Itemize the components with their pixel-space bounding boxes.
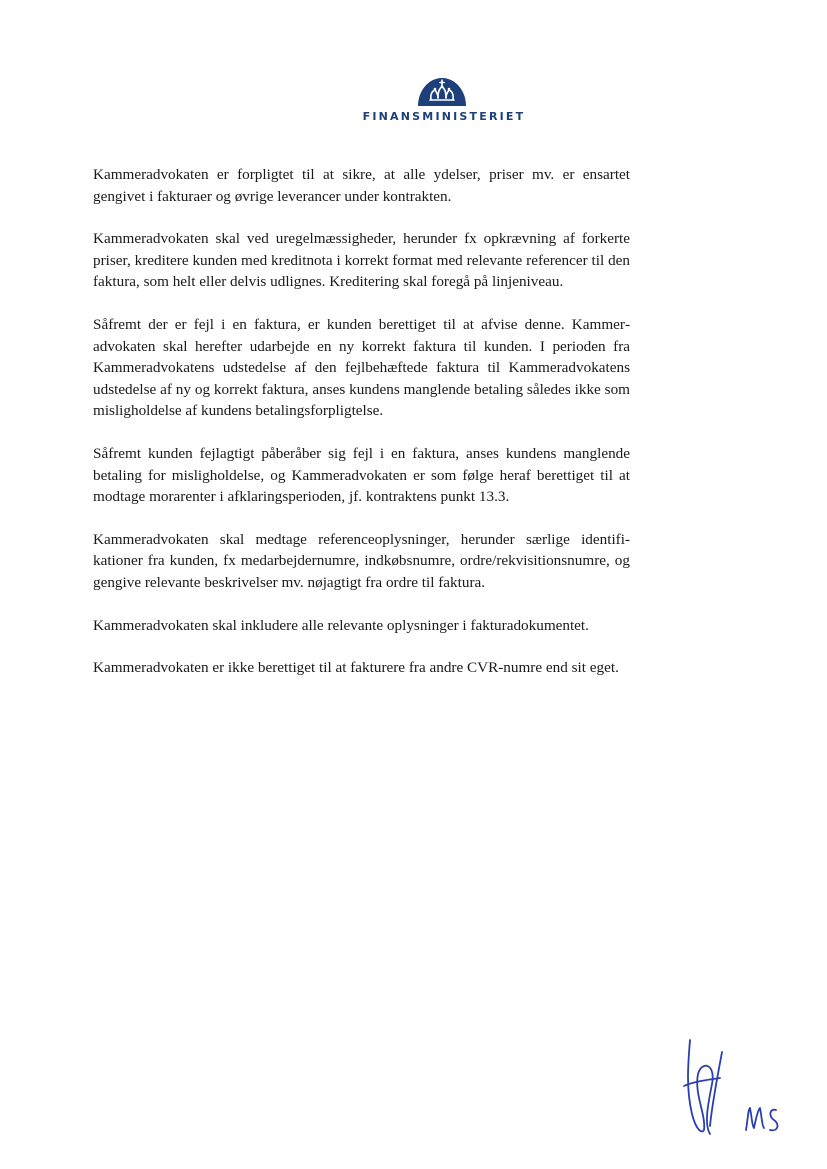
organization-name xyxy=(356,110,532,123)
paragraph-5: Kammeradvokaten skal medtage referenceoplysninger, herunder særlige identifikationer fra kunden, fx medarbejdernumre, indkøbsnumre, ordre/rekvisitionsnumre, og gengive relevante beskrivelser mv. nøjagtigt fra ordre til faktura. xyxy=(93,530,630,591)
paragraph-7: Kammeradvokaten er ikke berettiget til at fakturere fra andre CVR-numre end sit eget. xyxy=(93,659,619,677)
organization-name-text: FINANSMINISTERIET xyxy=(362,110,526,123)
paragraph-3: Såfremt der er fejl i en faktura, er kunden berettiget til at afvise denne. Kammeradvokaten skal herefter udarbejde en ny korrekt faktura til kunden. I perioden fra Kammeradvokatens udstedelse af den fejlbehæftede faktura til Kammeradvokatens udstedelse af ny og korrekt faktura, anses kundens manglende betaling således ikke som misligholdelse af kundens betalingsforpligtelse. xyxy=(93,315,630,420)
paragraph-1: Kammeradvokaten er forpligtet til at sikre, at alle ydelser, priser mv. er ensartet gengivet i fakturaer og øvrige leverancer under kontrakten. xyxy=(93,166,630,205)
document-body xyxy=(93,164,630,700)
handwritten-initials xyxy=(676,1034,806,1144)
paragraph-2: Kammeradvokaten skal ved uregelmæssigheder, herunder fx opkrævning af forkerte priser, kreditere kunden med kreditnota i korrekt format med relevante referencer til den faktura, som helt eller delvis udlignes. Kreditering skal foregå på linjeniveau. xyxy=(93,230,630,291)
paragraph-6: Kammeradvokaten skal inkludere alle relevante oplysninger i fakturadokumentet. xyxy=(93,616,589,634)
crown-crest-icon xyxy=(416,74,468,106)
signature-scribble-1 xyxy=(684,1040,722,1134)
paragraph-4: Såfremt kunden fejlagtigt påberåber sig fejl i en faktura, anses kundens manglende betaling for misligholdelse, og Kammeradvokaten er som følge heraf berettiget til at modtage morarenter i afklaringsperioden, jf. kontraktens punkt 13.3. xyxy=(93,444,630,506)
signature-initials-ms xyxy=(746,1108,777,1130)
